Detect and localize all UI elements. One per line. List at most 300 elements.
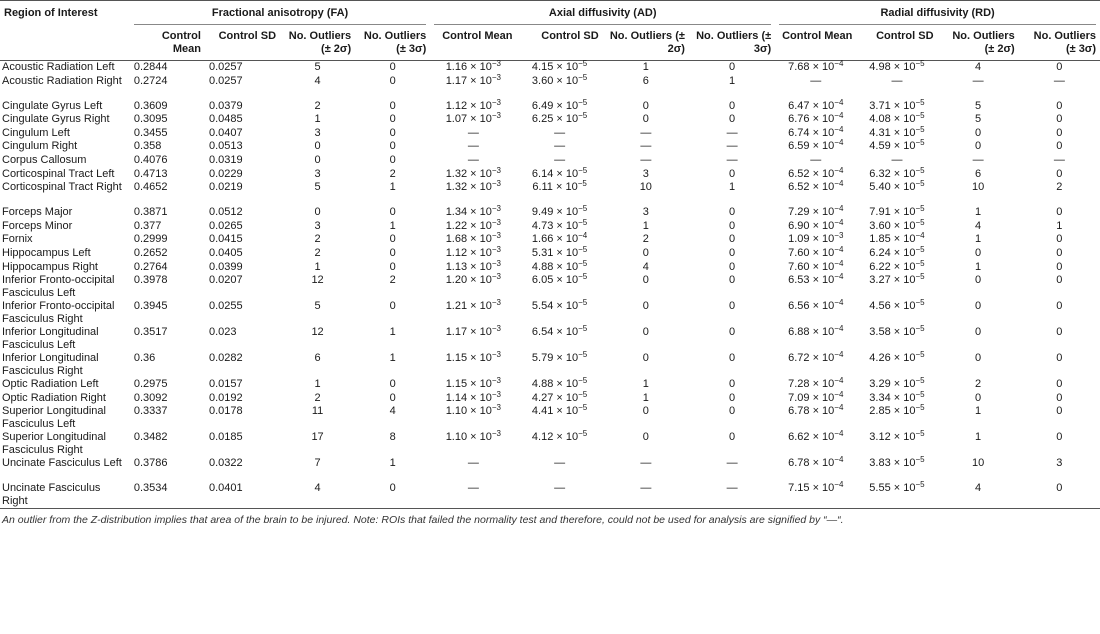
sci-exponent: −5 [915, 272, 925, 282]
roi-cell: Superior Longitudinal Fasciculus Right [2, 431, 106, 457]
sci-exponent: −4 [834, 480, 844, 490]
table-row [0, 247, 1100, 261]
sci-base: — [467, 457, 479, 470]
table-row [0, 274, 1100, 300]
sci-exponent: −5 [578, 72, 588, 82]
sci-base: 4.31 × 10 [869, 126, 916, 139]
table-row [0, 378, 1100, 392]
ad-out2-cell: 0 [642, 274, 649, 287]
rd-mean-cell [775, 165, 856, 182]
sci-exponent: −5 [578, 111, 588, 121]
sci-exponent: −5 [578, 403, 588, 413]
rd-out2-cell: 0 [975, 352, 982, 365]
sci-base: — [554, 126, 566, 139]
ad-mean-cell [430, 389, 516, 406]
ad-out2-cell: — [603, 482, 689, 509]
fa-out2-cell: 2 [314, 99, 321, 112]
sci-base: 7.91 × 10 [869, 206, 916, 219]
sci-base: 1.20 × 10 [445, 274, 492, 287]
sci-exponent: −3 [491, 59, 501, 68]
ad-mean-cell [430, 258, 516, 275]
roi-cell: Cingulate Gyrus Left [2, 99, 103, 112]
rd-sd-cell [856, 181, 937, 206]
fa-out3-cell: 0 [389, 113, 396, 126]
sci-base: 6.90 × 10 [788, 219, 835, 232]
fa-out3-cell: 0 [389, 391, 396, 404]
sci-base: 5.40 × 10 [869, 181, 916, 194]
sci-exponent: −3 [491, 244, 501, 254]
sci-base: 6.76 × 10 [788, 113, 835, 126]
fa-out2-cell: 2 [314, 391, 321, 404]
table-row [0, 405, 1100, 431]
fa-out3-cell: 0 [389, 61, 396, 73]
rd-out2-cell: 1 [975, 233, 982, 246]
fa-mean-cell: 0.3482 [133, 431, 168, 444]
fa-out2-cell: 1 [314, 378, 321, 391]
subheader-row [0, 27, 1100, 61]
rd-sd-cell [856, 378, 937, 392]
rd-mean-header: Control Mean [775, 27, 856, 61]
ad-out3-cell: 0 [729, 246, 736, 259]
sci-exponent: −3 [491, 376, 501, 386]
ad-out3-cell: 0 [729, 167, 736, 180]
rd-sd-cell [856, 75, 937, 100]
ad-sd-cell [516, 113, 602, 127]
sci-exponent: −5 [578, 258, 588, 268]
fa-sd-cell: 0.0265 [208, 219, 243, 232]
ad-out3-cell: 0 [729, 233, 736, 246]
sci-base: 6.74 × 10 [788, 126, 835, 139]
ad-sd-cell [516, 244, 602, 261]
fa-out3-cell: 0 [389, 153, 396, 166]
roi-cell: Corticospinal Tract Right [2, 181, 122, 194]
sci-base: 1.21 × 10 [445, 300, 492, 313]
group-header-row [0, 1, 1100, 27]
sci-base: 1.12 × 10 [445, 246, 492, 259]
sci-base: 3.58 × 10 [869, 326, 916, 339]
ad-out3-cell: 0 [729, 391, 736, 404]
sci-exponent: −4 [834, 179, 844, 189]
rd-out3-cell: 0 [1056, 378, 1063, 391]
sci-base: 6.72 × 10 [788, 352, 835, 365]
ad-out2-header: No. Outliers (± 2σ) [603, 27, 689, 61]
sci-base: 7.68 × 10 [788, 61, 835, 73]
rd-sd-cell [856, 244, 937, 261]
ad-out3-cell: 0 [729, 206, 736, 219]
roi-cell: Inferior Fronto-occipital Fasciculus Right [2, 300, 115, 326]
ad-out3-cell: — [726, 457, 738, 470]
fa-out3-cell: 1 [389, 219, 396, 232]
ad-out3-cell: 0 [729, 99, 736, 112]
fa-mean-cell: 0.3095 [133, 113, 168, 126]
sci-exponent: −3 [491, 217, 501, 227]
ad-out3-cell: 0 [729, 219, 736, 232]
fa-mean-cell: 0.2724 [133, 74, 168, 87]
rd-out3-cell: — [1053, 74, 1065, 87]
roi-cell: Optic Radiation Right [2, 391, 106, 404]
ad-out3-cell: 1 [729, 74, 736, 87]
ad-out2-cell: 4 [642, 260, 649, 273]
roi-cell: Inferior Fronto-occipital Fasciculus Left [2, 274, 115, 300]
ad-mean-cell [430, 61, 516, 75]
fa-mean-cell: 0.3517 [133, 326, 168, 339]
rd-out2-cell: 0 [975, 274, 982, 287]
roi-cell: Uncinate Fasciculus Left [2, 457, 122, 470]
ad-out2-cell: 1 [642, 391, 649, 404]
ad-mean-cell [430, 405, 516, 431]
sci-exponent: −5 [915, 244, 925, 254]
fa-sd-cell: 0.0513 [208, 140, 243, 153]
sci-base: 1.15 × 10 [445, 352, 492, 365]
rd-mean-cell [775, 124, 856, 141]
fa-out3-cell: 1 [389, 457, 396, 470]
rd-sd-cell [856, 61, 937, 75]
sci-base: 6.11 × 10 [532, 181, 578, 194]
rd-out2-cell: 0 [975, 300, 982, 313]
rd-mean-cell [775, 352, 856, 378]
sci-base: 7.28 × 10 [788, 378, 835, 391]
fa-mean-cell: 0.4076 [133, 153, 168, 166]
fa-mean-cell: 0.3978 [133, 274, 168, 287]
sci-base: 6.56 × 10 [788, 300, 835, 313]
rd-out2-cell: 0 [975, 326, 982, 339]
ad-out3-cell: 0 [729, 326, 736, 339]
ad-out3-cell: 0 [729, 431, 736, 444]
ad-out2-cell: 1 [642, 61, 649, 73]
rd-out3-cell: 3 [1056, 457, 1063, 470]
ad-out3-cell: 0 [729, 260, 736, 273]
ad-out2-cell: 1 [642, 378, 649, 391]
ad-out2-cell: — [640, 140, 652, 153]
fa-out3-cell: 0 [389, 378, 396, 391]
sci-base: — [554, 457, 566, 470]
fa-sd-cell: 0.0322 [208, 457, 243, 470]
fa-out3-header: No. Outliers (± 3σ) [355, 27, 430, 61]
fa-sd-cell: 0.0257 [208, 61, 243, 73]
table-row [0, 140, 1100, 154]
rd-sd-cell [856, 165, 937, 182]
fa-sd-cell: 0.0219 [208, 181, 243, 194]
sci-base: 1.85 × 10 [869, 233, 916, 246]
sci-base: — [554, 140, 566, 153]
roi-cell: Optic Radiation Left [2, 378, 99, 391]
ad-out3-cell: 0 [729, 378, 736, 391]
ad-sd-cell [516, 457, 602, 482]
sci-exponent: −4 [915, 231, 925, 241]
rd-out3-cell: — [1053, 153, 1065, 166]
sci-base: 6.52 × 10 [788, 167, 835, 180]
sci-base: 3.34 × 10 [869, 391, 916, 404]
roi-cell: Inferior Longitudinal Fasciculus Right [2, 352, 99, 378]
sci-exponent: −5 [915, 179, 925, 189]
rd-out2-cell: 4 [975, 219, 982, 232]
fa-mean-cell: 0.3534 [130, 482, 205, 509]
fa-mean-cell: 0.4713 [133, 167, 168, 180]
sci-base: 7.09 × 10 [788, 391, 835, 404]
roi-cell: Hippocampus Right [2, 260, 98, 273]
rd-sd-header: Control SD [856, 27, 937, 61]
sci-base: 5.31 × 10 [531, 246, 579, 259]
ad-sd-header: Control SD [516, 27, 602, 61]
ad-mean-cell [430, 127, 516, 141]
fa-sd-cell: 0.0207 [208, 274, 243, 287]
fa-out3-cell: 0 [389, 74, 396, 87]
ad-mean-cell [430, 378, 516, 392]
roi-cell: Corticospinal Tract Left [2, 167, 115, 180]
rd-out2-cell: 5 [975, 113, 982, 126]
fa-out2-cell: 3 [314, 219, 321, 232]
sci-exponent: −5 [578, 59, 588, 68]
sci-exponent: −4 [834, 217, 844, 227]
ad-sd-cell [516, 140, 602, 154]
fa-sd-cell: 0.0229 [208, 167, 243, 180]
sci-exponent: −5 [915, 217, 925, 227]
rd-mean-cell [775, 181, 856, 206]
rd-sd-cell [856, 389, 937, 406]
rd-mean-cell [775, 457, 856, 482]
fa-sd-cell: 0.0157 [208, 378, 243, 391]
ad-out2-cell: 0 [642, 405, 649, 418]
sci-exponent: −4 [834, 429, 844, 439]
ad-sd-cell [516, 326, 602, 352]
rd-out2-cell: 0 [975, 140, 982, 153]
ad-mean-cell [430, 482, 516, 509]
rd-mean-cell [775, 389, 856, 406]
sci-base: 1.13 × 10 [445, 260, 492, 273]
table-body [0, 61, 1100, 509]
sci-exponent: −5 [915, 204, 925, 214]
sci-base: 1.16 × 10 [445, 61, 492, 73]
table-row [0, 127, 1100, 141]
fa-sd-cell: 0.0178 [208, 405, 243, 418]
rd-sd-cell [856, 233, 937, 247]
sci-base: 3.27 × 10 [869, 274, 916, 287]
ad-mean-cell [430, 300, 516, 326]
rd-sd-cell [856, 258, 937, 275]
sci-exponent: −5 [578, 350, 588, 360]
sci-base: 4.15 × 10 [531, 61, 579, 73]
sci-base: 6.78 × 10 [788, 457, 835, 470]
ad-sd-cell [516, 206, 602, 220]
ad-out3-header: No. Outliers (± 3σ) [689, 27, 775, 61]
sci-base: — [810, 153, 822, 166]
ad-mean-cell [430, 181, 516, 206]
sci-base: 7.29 × 10 [788, 206, 835, 219]
sci-base: 9.49 × 10 [531, 206, 579, 219]
roi-cell: Forceps Major [2, 206, 73, 219]
sci-exponent: −4 [578, 231, 588, 241]
sci-exponent: −3 [491, 429, 501, 439]
sci-base: 1.17 × 10 [445, 74, 492, 87]
sci-exponent: −5 [915, 389, 925, 399]
roi-cell: Acoustic Radiation Left [2, 61, 115, 73]
table-row [0, 206, 1100, 220]
sci-base: 6.78 × 10 [788, 405, 835, 418]
fa-sd-cell: 0.0485 [208, 113, 243, 126]
sci-exponent: −5 [915, 324, 925, 334]
rd-out2-cell: 4 [975, 61, 982, 73]
ad-out2-cell: 6 [642, 74, 649, 87]
sci-exponent: −4 [834, 350, 844, 360]
sci-base: 1.10 × 10 [445, 405, 492, 418]
sci-base: 4.26 × 10 [869, 352, 916, 365]
fa-out2-cell: 5 [314, 61, 321, 73]
roi-subheader-spacer [0, 27, 130, 61]
sci-base: — [467, 482, 479, 495]
rd-mean-cell [775, 97, 856, 114]
sci-exponent: −5 [915, 350, 925, 360]
rd-sd-cell [856, 97, 937, 114]
table-row [0, 482, 1100, 509]
sci-base: 5.54 × 10 [531, 300, 579, 313]
rd-out3-cell: 0 [1056, 99, 1063, 112]
ad-mean-cell [430, 233, 516, 247]
sci-base: 5.55 × 10 [869, 482, 916, 495]
rd-out2-cell: 0 [975, 391, 982, 404]
sci-base: 4.56 × 10 [869, 300, 916, 313]
fa-out2-cell: 3 [314, 126, 321, 139]
sci-exponent: −3 [491, 389, 501, 399]
roi-header: Region of Interest [0, 1, 130, 27]
ad-mean-cell [430, 154, 516, 168]
sci-base: — [554, 153, 566, 166]
sci-base: 6.47 × 10 [788, 99, 835, 112]
rd-sd-cell [856, 113, 937, 127]
table-row [0, 154, 1100, 168]
sci-base: 4.08 × 10 [869, 113, 916, 126]
sci-base: 1.68 × 10 [445, 233, 492, 246]
fa-mean-cell: 0.2764 [133, 260, 168, 273]
sci-exponent: −3 [834, 231, 844, 241]
sci-exponent: −4 [834, 111, 844, 121]
sci-exponent: −3 [491, 258, 501, 268]
sci-base: 4.98 × 10 [869, 61, 916, 73]
rd-out2-cell: 10 [971, 457, 985, 470]
rd-out3-cell: 0 [1056, 431, 1063, 444]
sci-base: 6.62 × 10 [788, 431, 835, 444]
table-row [0, 220, 1100, 234]
ad-out3-cell: — [726, 140, 738, 153]
roi-cell: Superior Longitudinal Fasciculus Left [2, 405, 106, 431]
rd-out3-cell: 2 [1056, 181, 1063, 194]
rd-out2-cell: 4 [938, 482, 1019, 509]
roi-cell: Hippocampus Left [2, 246, 91, 259]
table-row [0, 168, 1100, 182]
fa-out3-cell: 0 [389, 246, 396, 259]
rd-sd-cell [856, 140, 937, 154]
table-row [0, 100, 1100, 114]
sci-base: 3.83 × 10 [869, 457, 916, 470]
roi-cell: Cingulum Left [2, 126, 70, 139]
fa-sd-cell: 0.0415 [208, 233, 243, 246]
fa-sd-cell: 0.0282 [208, 352, 243, 365]
fa-mean-cell: 0.377 [133, 219, 162, 232]
sci-base: 4.27 × 10 [531, 391, 579, 404]
sci-base: 7.60 × 10 [788, 260, 835, 273]
sci-base: 6.25 × 10 [531, 113, 579, 126]
ad-out2-cell: — [640, 457, 652, 470]
sci-exponent: −5 [915, 480, 925, 490]
sci-exponent: −3 [491, 165, 501, 175]
rd-out3-cell: 0 [1056, 326, 1063, 339]
fa-out2-cell: 5 [314, 181, 321, 194]
sci-exponent: −4 [834, 272, 844, 282]
sci-base: 2.85 × 10 [869, 405, 916, 418]
fa-mean-cell: 0.2975 [133, 378, 168, 391]
sci-base: 6.54 × 10 [531, 326, 579, 339]
ad-sd-cell [516, 431, 602, 457]
sci-exponent: −4 [834, 204, 844, 214]
fa-out3-cell: 0 [389, 260, 396, 273]
rd-out3-cell: 0 [1056, 233, 1063, 246]
fa-out2-cell: 3 [314, 167, 321, 180]
ad-out3-cell: — [726, 153, 738, 166]
sci-exponent: −5 [577, 179, 587, 189]
ad-mean-cell [430, 113, 516, 127]
rd-sd-cell [856, 431, 937, 457]
ad-group-header: Axial diffusivity (AD) [430, 1, 775, 27]
rd-out3-cell: 0 [1019, 482, 1100, 509]
sci-base: 4.59 × 10 [869, 140, 916, 153]
fa-sd-cell: 0.0405 [208, 246, 243, 259]
fa-sd-cell: 0.0185 [208, 431, 243, 444]
sci-base: — [467, 153, 479, 166]
fa-out2-cell: 1 [314, 113, 321, 126]
sci-base: 1.22 × 10 [445, 219, 492, 232]
ad-sd-cell [516, 217, 602, 234]
sci-exponent: −4 [834, 59, 844, 68]
fa-out3-cell: 0 [389, 233, 396, 246]
sci-exponent: −4 [834, 165, 844, 175]
sci-base: 3.60 × 10 [531, 74, 579, 87]
sci-exponent: −4 [834, 244, 844, 254]
table-row [0, 181, 1100, 206]
rd-mean-cell [775, 233, 856, 247]
fa-mean-cell: 0.3609 [133, 99, 168, 112]
fa-out3-cell: 0 [389, 99, 396, 112]
ad-out2-cell: 3 [642, 206, 649, 219]
sci-base: 6.32 × 10 [869, 167, 916, 180]
ad-sd-cell [516, 389, 602, 406]
rd-out3-cell: 0 [1056, 405, 1063, 418]
rd-out2-cell: 0 [975, 126, 982, 139]
sci-base: 3.71 × 10 [869, 99, 916, 112]
ad-sd-cell [516, 154, 602, 168]
rd-sd-cell [856, 206, 937, 220]
ad-out3-cell: 0 [729, 61, 736, 73]
fa-sd-cell: 0.0192 [208, 391, 243, 404]
rd-mean-cell [775, 75, 856, 100]
sci-exponent: −5 [578, 389, 588, 399]
sci-exponent: −5 [578, 298, 588, 308]
ad-sd-cell [516, 405, 602, 431]
fa-mean-cell: 0.36 [133, 352, 156, 365]
fa-out2-cell: 17 [311, 431, 324, 444]
ad-mean-cell [430, 431, 516, 457]
ad-sd-cell [516, 300, 602, 326]
rd-mean-cell [775, 482, 856, 509]
fa-sd-cell: 0.0255 [208, 300, 243, 313]
table-row [0, 113, 1100, 127]
ad-mean-cell [430, 326, 516, 352]
ad-out2-cell: — [640, 126, 652, 139]
sci-base: 4.12 × 10 [531, 431, 579, 444]
fa-mean-cell: 0.3871 [133, 206, 168, 219]
fa-out2-header: No. Outliers (± 2σ) [280, 27, 355, 61]
fa-out2-cell: 12 [311, 326, 324, 339]
ad-sd-cell [516, 72, 602, 100]
sci-base: 1.15 × 10 [445, 378, 492, 391]
